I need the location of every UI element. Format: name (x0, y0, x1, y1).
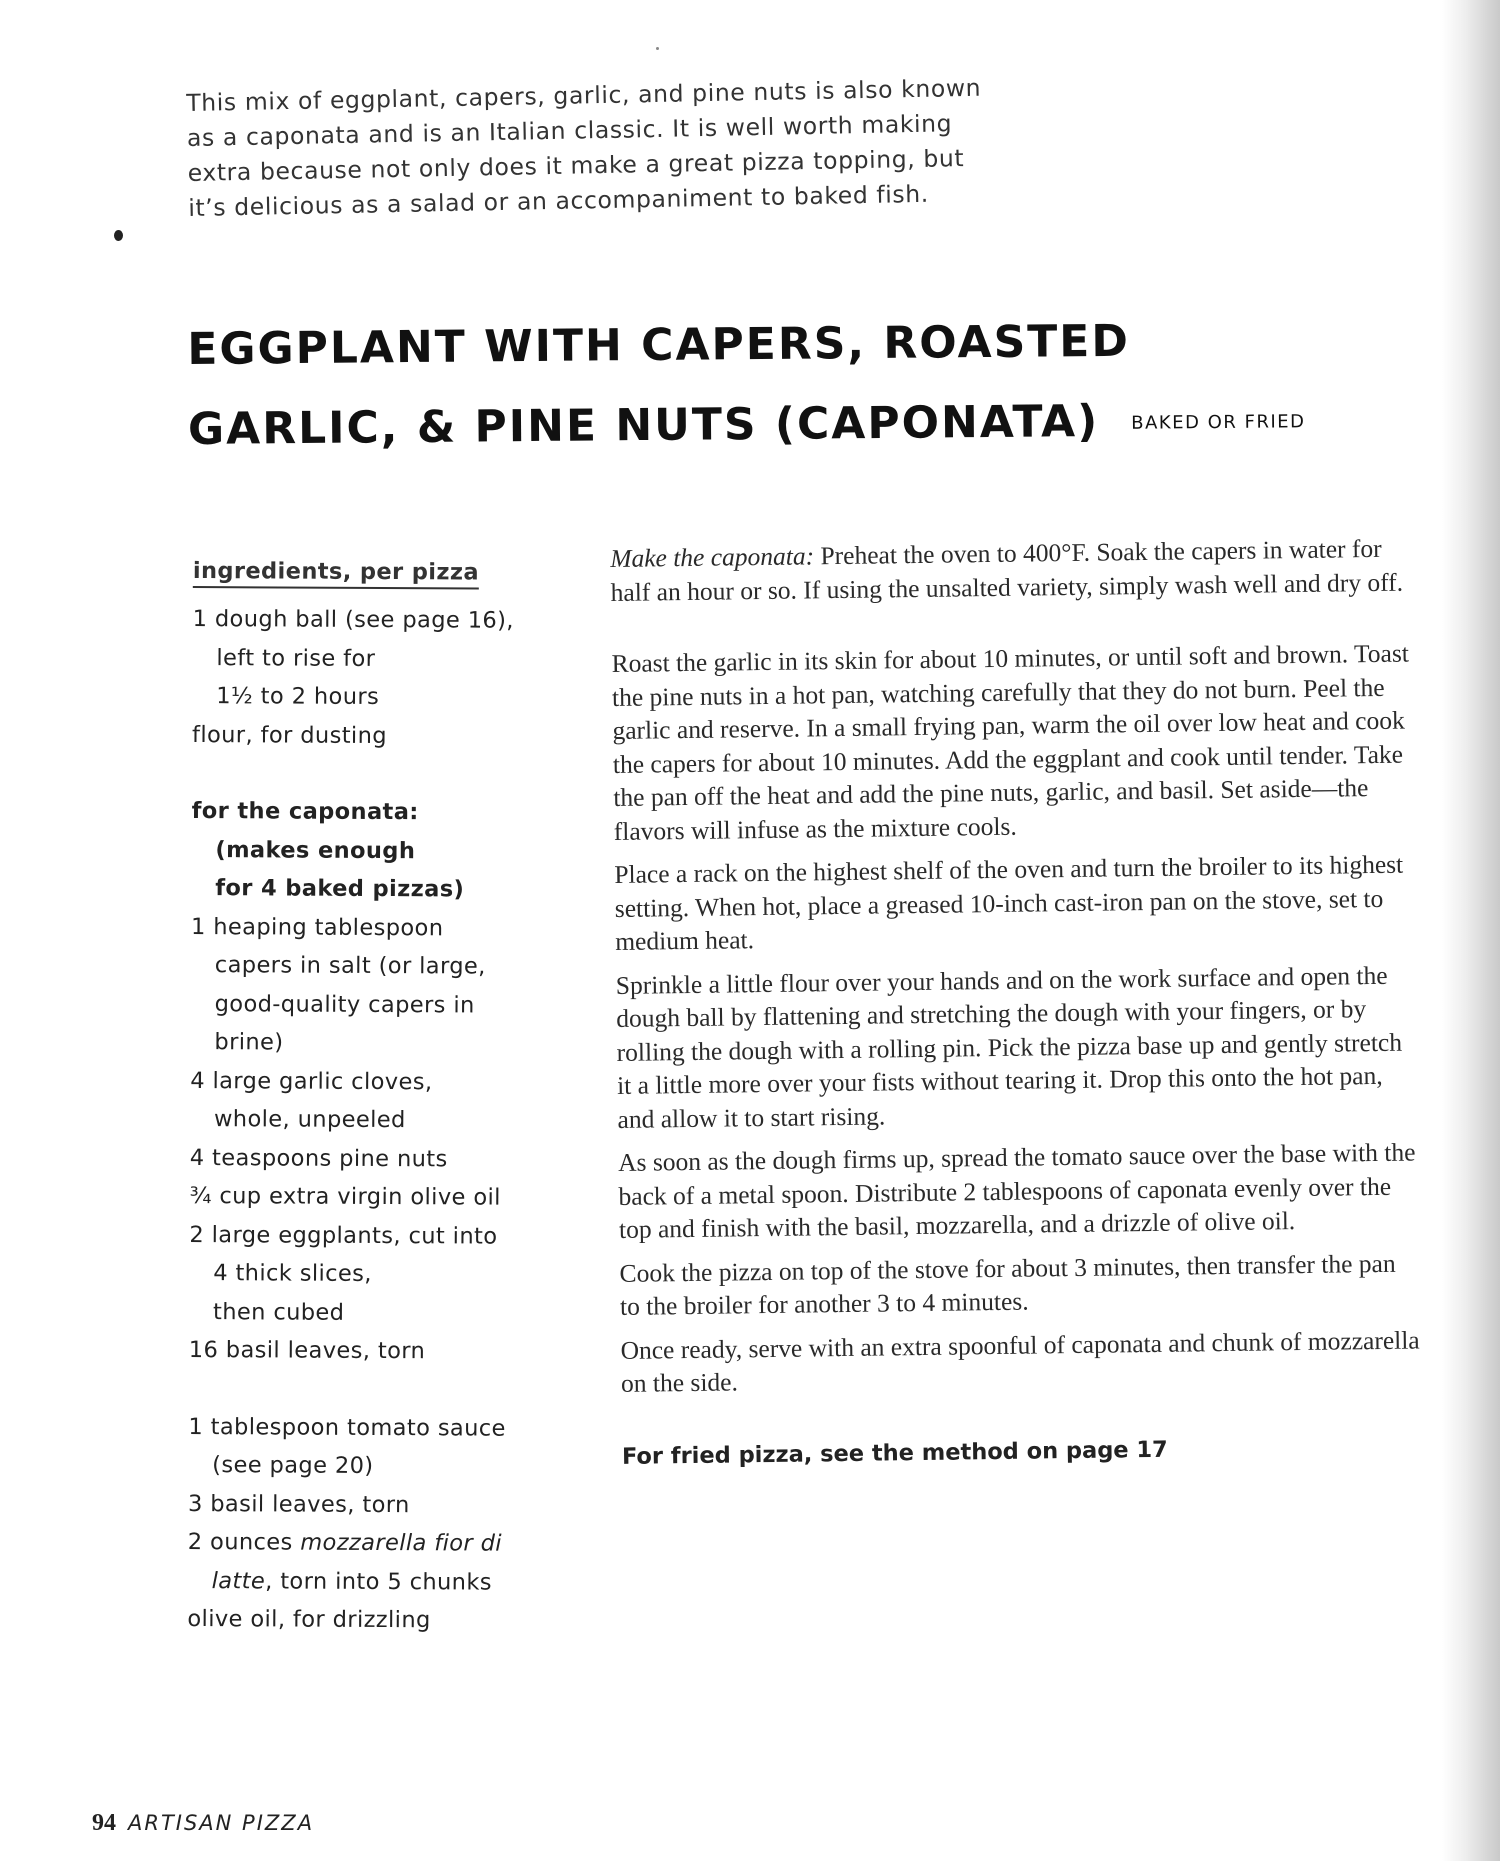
method-paragraph: Place a rack on the highest shelf of the oven and turn the broiler to its highest setting. When hot, place a greased 10-inch cast-iron pan on the stove, set to medium heat. (614, 849, 1404, 956)
intro-line: it’s delicious as a salad or an accompaniment to baked fish. (188, 179, 930, 222)
recipe-title-line-2: GARLIC, & PINE NUTS (CAPONATA) (187, 396, 1100, 455)
ingredient-line-mozzarella (188, 1523, 588, 1564)
ingredient-line: 1 dough ball (see page 16), (192, 605, 514, 634)
ingredient-line: ¾ cup extra virgin olive oil (189, 1182, 501, 1211)
ingredient-line: 1 heaping tablespoon (190, 913, 444, 941)
fried-pizza-note: For fried pizza, see the method on page 17 (621, 1436, 1168, 1470)
ingredient-gap (192, 754, 592, 794)
ingredient-text: 2 ounces (187, 1528, 293, 1556)
intro-line: as a caponata and is an Italian classic. It is well worth making (186, 109, 953, 152)
intro-line: extra because not only does it make a great pizza topping, but (187, 144, 965, 187)
ingredient-line: 4 thick slices, (213, 1260, 372, 1287)
ingredient-line: olive oil, for drizzling (187, 1605, 431, 1634)
ingredient-line: capers in salt (or large, (214, 952, 486, 980)
ingredient-line: then cubed (212, 1298, 345, 1326)
ink-speck (114, 230, 123, 241)
method-paragraph: Once ready, serve with an extra spoonful of caponata and chunk of mozzarella on the side. (620, 1324, 1420, 1398)
recipe-title-line-2-wrap (187, 380, 1306, 472)
ingredient-line: good-quality capers in (214, 990, 475, 1018)
page-gutter-shadow (1442, 0, 1500, 1861)
ingredient-italic: mozzarella fior di (300, 1529, 503, 1557)
ingredient-line: flour, for dusting (191, 721, 388, 749)
ingredient-line: (see page 20) (212, 1452, 374, 1479)
method-paragraph: Cook the pizza on top of the stove for about 3 minutes, then transfer the pan to the broiler for another 3 to 4 minutes. (619, 1248, 1396, 1321)
ingredient-line: 16 basil leaves, torn (188, 1336, 426, 1365)
method-paragraph-text: Preheat the oven to 400°F. Soak the capers in water for half an hour or so. If using the unsalted variety, simply wash well and dry off. (610, 533, 1404, 607)
caponata-subheading: for the caponata: (191, 797, 419, 826)
method-tag: BAKED OR FRIED (1131, 411, 1306, 434)
page-number: 94 (92, 1810, 116, 1836)
caponata-subheading: (makes enough (215, 836, 416, 864)
caponata-subheading: for 4 baked pizzas) (215, 875, 465, 903)
ingredient-line: 1½ to 2 hours (216, 683, 380, 710)
ingredient-italic: latte (211, 1567, 266, 1594)
page-footer (92, 1810, 314, 1837)
ingredient-text: , torn into 5 chunks (265, 1567, 493, 1596)
book-title: ARTISAN PIZZA (128, 1811, 315, 1835)
ingredient-gap (189, 1369, 589, 1409)
ingredients-heading: ingredients, per pizza (193, 556, 479, 589)
ingredient-line: 1 tablespoon tomato sauce (188, 1413, 506, 1442)
method-paragraph: Sprinkle a little flour over your hands and on the work surface and open the dough ball by flattening and stretching the dough with your fingers, or by rolling the dough with a rolling pin. Pick the pizza base up and gently stretch it a little more over your fists without tearing it. Drop this onto the hot pan, and allow it to start rising. (615, 960, 1403, 1134)
ingredient-line-mozzarella-cont (188, 1561, 588, 1602)
ingredient-line: 4 teaspoons pine nuts (189, 1144, 448, 1172)
ingredient-line: 3 basil leaves, torn (187, 1490, 410, 1518)
ingredient-line: left to rise for (216, 644, 376, 672)
method-paragraph (610, 532, 1411, 609)
method-text (610, 532, 1422, 1484)
ingredient-line: 2 large eggplants, cut into (189, 1221, 498, 1250)
ingredients-list (187, 552, 593, 1641)
intro-paragraph (186, 70, 1029, 226)
ingredient-line: brine) (214, 1029, 284, 1056)
recipe-title-line-1: EGGPLANT WITH CAPERS, ROASTED (187, 315, 1131, 375)
recipe-title (187, 300, 1306, 472)
method-paragraph: Roast the garlic in its skin for about 10 minutes, or until soft and brown. Toast the pine nuts in a hot pan, watching carefully that they do not burn. Peel the garlic and reserve. In a small frying pan, warm the oil over low heat and cook the capers for about 10 minutes. Add the eggplant and cook until tender. Take the pan off the heat and add the pine nuts, garlic, and basil. Set aside—the flavors will infuse as the mixture cools. (611, 638, 1410, 846)
method-lead-in: Make the caponata: (610, 541, 815, 573)
intro-line: This mix of eggplant, capers, garlic, and pine nuts is also known (186, 73, 982, 117)
ingredient-line: whole, unpeeled (213, 1106, 406, 1134)
ink-speck (656, 47, 659, 50)
method-paragraph: As soon as the dough firms up, spread the tomato sauce over the base with the back of a metal spoon. Distribute 2 tablespoons of caponata evenly over the top and finish with the basil, mozzarella, and a drizzle of olive oil. (617, 1137, 1416, 1244)
ingredient-line: 4 large garlic cloves, (190, 1067, 433, 1095)
